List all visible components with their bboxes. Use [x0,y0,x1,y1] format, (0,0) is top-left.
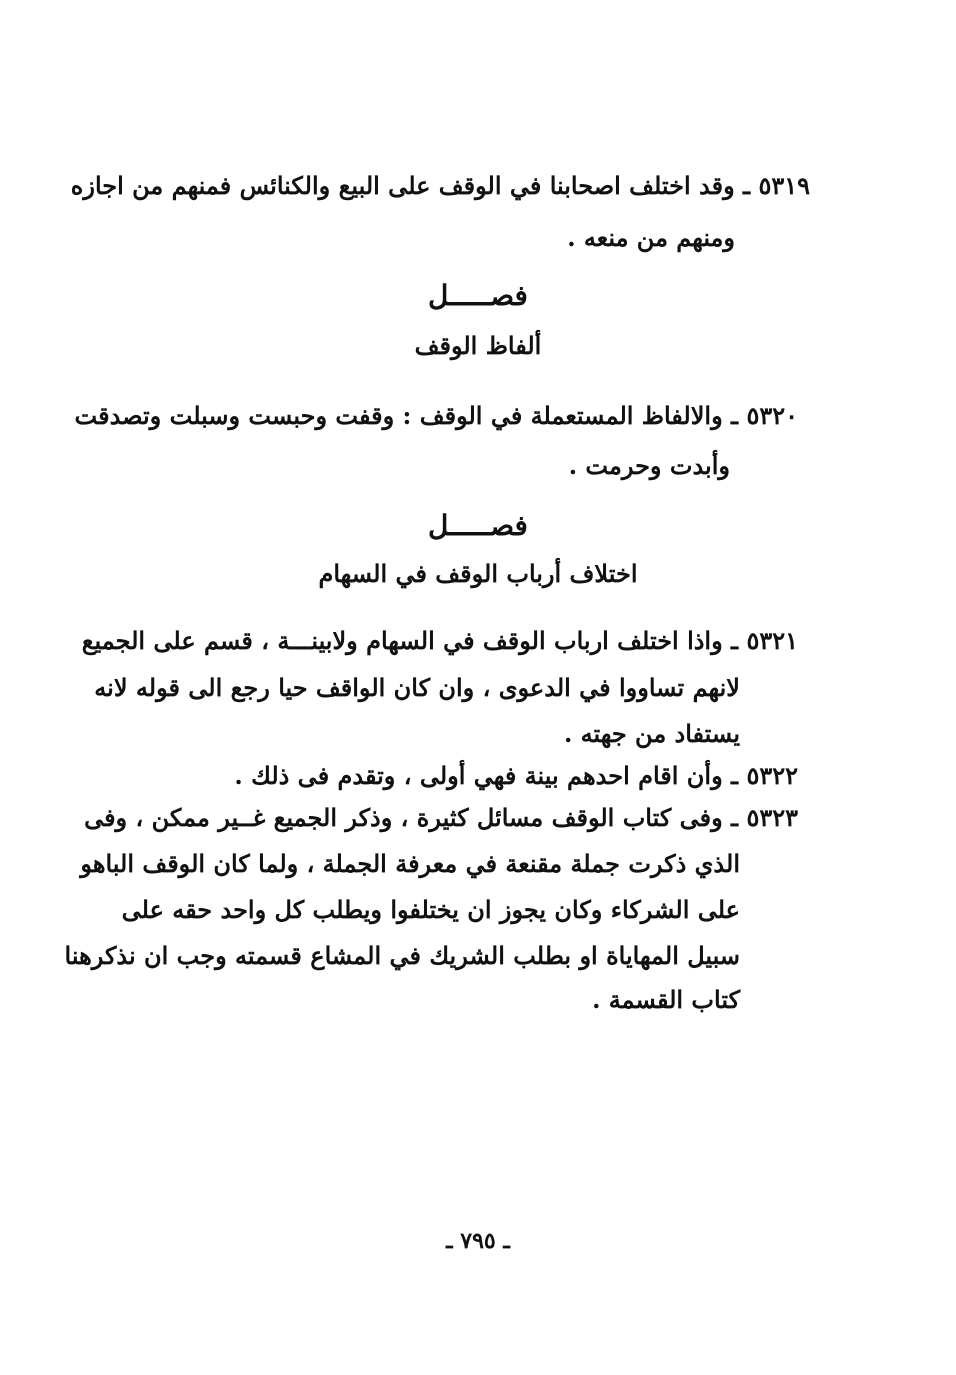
paragraph-5321-line-3: يستفاد من جهته . [563,719,740,748]
paragraph-5321-line-1: ٥٣٢١ ـ واذا اختلف ارباب الوقف في السهام ولابينـــة ، قسم على الجميع [81,626,798,655]
paragraph-5322-line-1: ٥٣٢٢ ـ وأن اقام احدهم بينة فهي أولى ، وتقدم فى ذلك . [234,761,798,790]
paragraph-5320-line-2: وأبدت وحرمت . [568,451,730,480]
paragraph-5323-line-5: كتاب القسمة . [592,985,740,1014]
section-title-ikhtilaf-arbab: اختلاف أرباب الوقف في السهام [318,559,638,588]
section-heading-fasl: فصـــــل [428,509,528,542]
paragraph-5321-line-2: لانهم تساووا في الدعوى ، وان كان الواقف حيا رجع الى قوله لانه [94,673,740,702]
paragraph-5320-line-1: ٥٣٢٠ ـ والالفاظ المستعملة في الوقف : وقفت وحبست وسبلت وتصدقت [74,401,798,430]
paragraph-5319-line-2: ومنهم من منعه . [567,223,735,252]
section-title-alfaz-alwaqf: ألفاظ الوقف [414,331,542,360]
paragraph-5319-line-1: ٥٣١٩ ـ وقد اختلف اصحابنا في الوقف على البيع والكنائس فمنهم من اجازه [70,171,810,200]
paragraph-5323-line-4: سبيل المهاياة او بطلب الشريك في المشاع قسمته وجب ان نذكرهنا [64,941,740,970]
paragraph-5323-line-1: ٥٣٢٣ ـ وفى كتاب الوقف مسائل كثيرة ، وذكر الجميع غــير ممكن ، وفى [84,803,798,832]
section-heading-fasl: فصـــــل [428,279,528,312]
page-number: ـ ٧٩٥ ـ [446,1228,510,1254]
paragraph-5323-line-2: الذي ذكرت جملة مقنعة في معرفة الجملة ، ولما كان الوقف الباهو [80,849,740,878]
paragraph-5323-line-3: على الشركاء وكان يجوز ان يختلفوا ويطلب كل واحد حقه على [121,895,740,924]
